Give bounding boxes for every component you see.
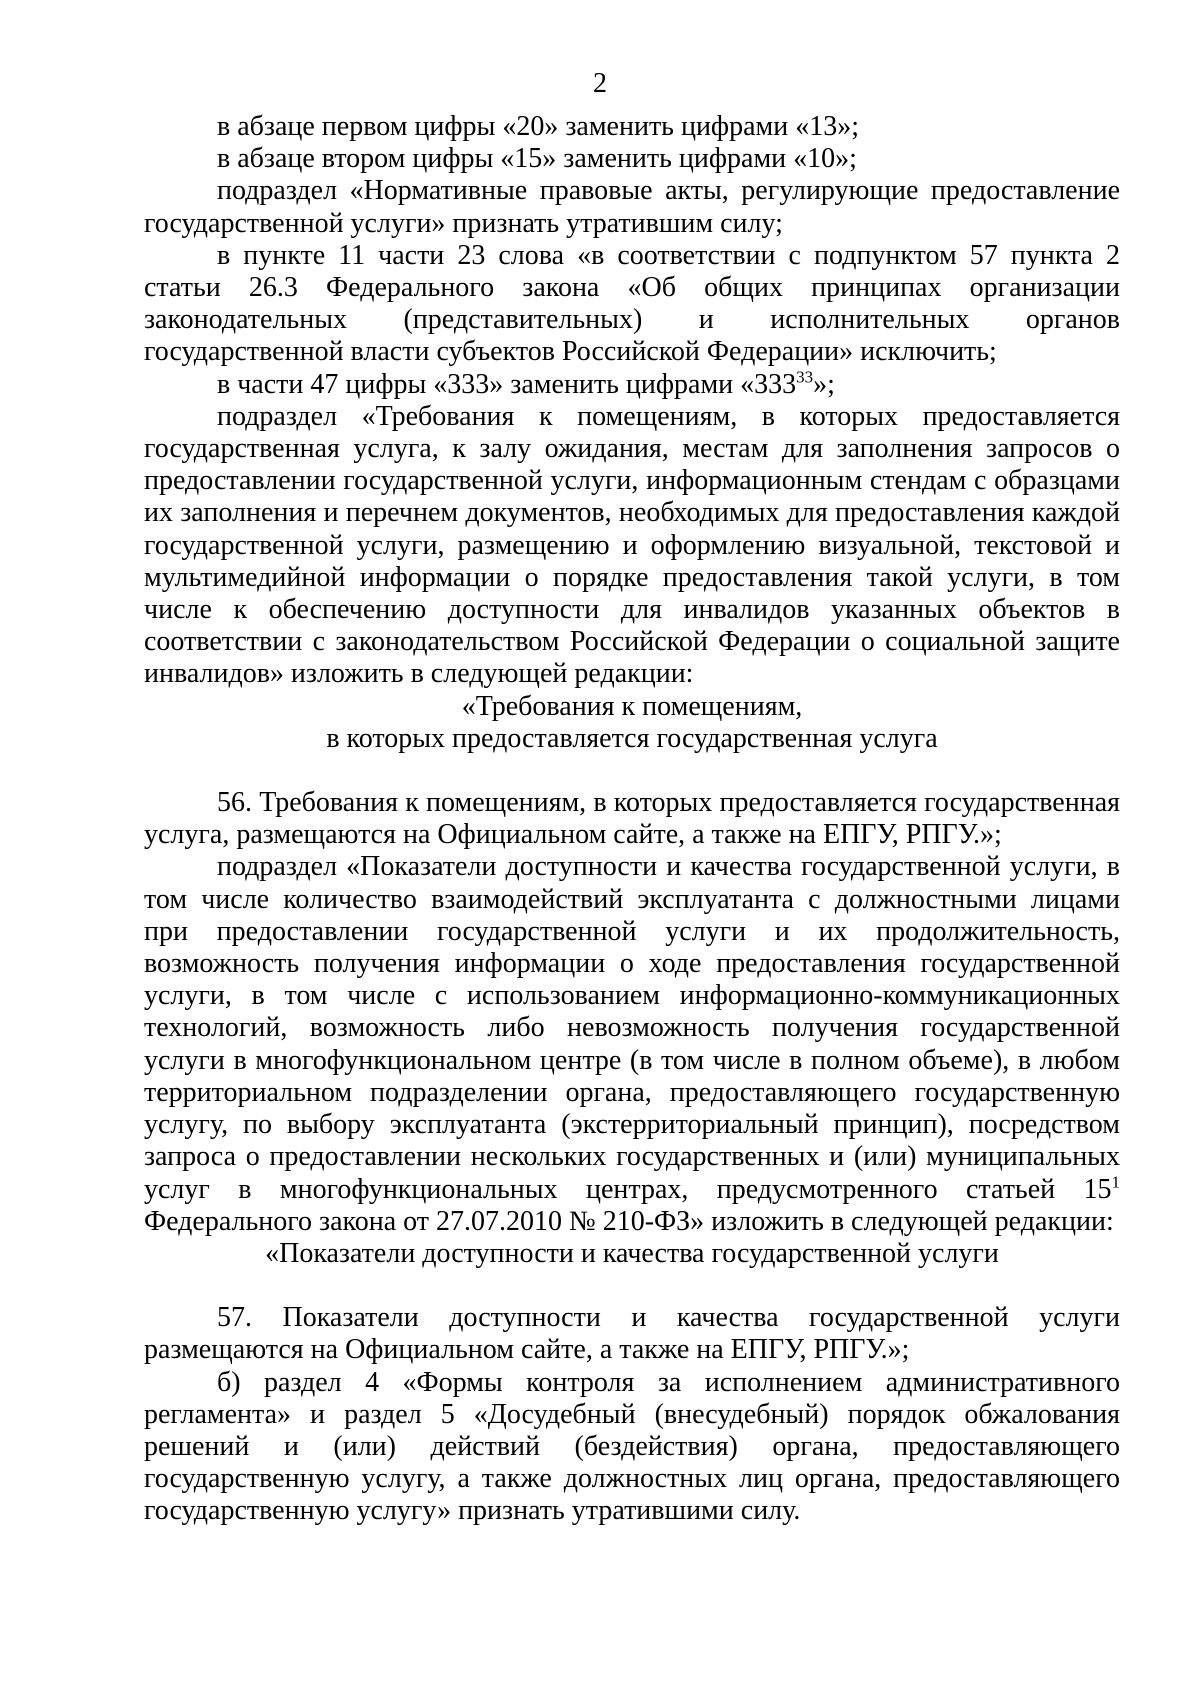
superscript: 33: [796, 367, 814, 387]
paragraph: [144, 369, 1120, 401]
paragraph: 57. Показатели доступности и качества государственной услуги размещаются на Официальном сайте, а также на ЕПГУ, РПГУ.»;: [144, 1302, 1120, 1366]
section-heading: «Требования к помещениям,: [461, 690, 803, 722]
paragraph-text: подраздел «Показатели доступности и качества государственной услуги, в том числе количество взаимодействий эксплуатанта с должностными лицами при предоставлении государственной услуги и их продолжительность, возможность получения информации о ходе предоставления государственной услуги, в том числе с использованием информационно-коммуникационных технологий, возможность либо невозможность получения государственной услуги в многофункциональном центре (в том числе в полном объеме), в любом территориальном подразделении органа, предоставляющего государственную услугу, по выбору эксплуатанта (экстерриториальный принцип), посредством запроса о предоставлении нескольких государственных и (или) муниципальных услуг в многофункциональных центрах, предусмотренного статьей 15: [144, 851, 1120, 1205]
paragraph: в абзаце втором цифры «15» заменить цифрами «10»;: [217, 143, 857, 175]
paragraph: подраздел «Нормативные правовые акты, регулирующие предоставление государственной услуги» признать утратившим силу;: [144, 175, 1120, 239]
paragraph: в абзаце первом цифры «20» заменить цифрами «13»;: [217, 111, 859, 142]
section-heading: в которых предоставляется государственная услуга: [326, 722, 938, 754]
section-heading: «Показатели доступности и качества государственной услуги: [265, 1237, 999, 1269]
page-number: 2: [593, 68, 607, 99]
paragraph-text: »;: [813, 368, 835, 400]
paragraph-text: в части 47 цифры «333» заменить цифрами «333: [217, 368, 797, 400]
paragraph: [144, 851, 1120, 1237]
paragraph: б) раздел 4 «Формы контроля за исполнением административного регламента» и раздел 5 «Досудебный (внесудебный) порядок обжалования решений и (или) действий (бездействия) органа, предоставляющего государственную услугу, а также должностных лиц органа, предоставляющего государственную услугу» признать утратившими силу.: [144, 1366, 1120, 1527]
paragraph-text: Федерального закона от 27.07.2010 № 210-ФЗ» изложить в следующей редакции:: [144, 1205, 1114, 1237]
document-body: [144, 111, 1120, 1528]
superscript: 1: [1111, 1172, 1120, 1192]
paragraph: в пункте 11 части 23 слова «в соответствии с подпунктом 57 пункта 2 статьи 26.3 Федерального закона «Об общих принципах организации законодательных (представительных) и исполнительных органов государственной власти субъектов Российской Федерации» исключить;: [144, 239, 1120, 368]
paragraph: 56. Требования к помещениям, в которых предоставляется государственная услуга, размещаются на Официальном сайте, а также на ЕПГУ, РПГУ.»;: [144, 787, 1120, 851]
paragraph: подраздел «Требования к помещениям, в которых предоставляется государственная услуга, к залу ожидания, местам для заполнения запросов о предоставлении государственной услуги, информационным стендам с образцами их заполнения и перечнем документов, необходимых для предоставления каждой государственной услуги, размещению и оформлению визуальной, текстовой и мультимедийной информации о порядке предоставления такой услуги, в том числе к обеспечению доступности для инвалидов указанных объектов в соответствии с законодательством Российской Федерации о социальной защите инвалидов» изложить в следующей редакции:: [144, 400, 1120, 690]
